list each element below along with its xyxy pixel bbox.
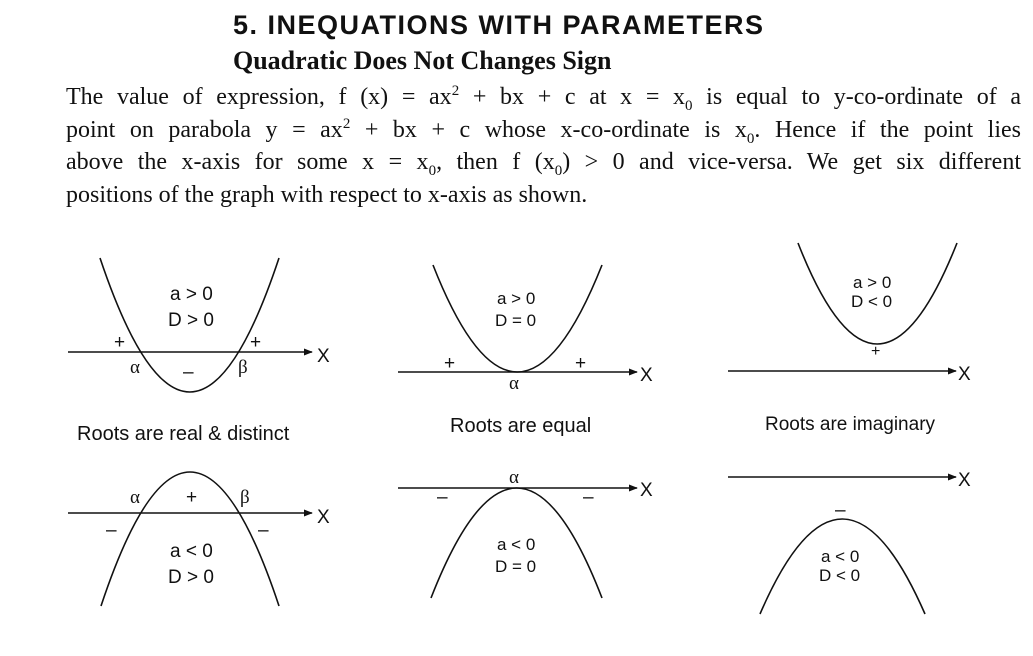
text-run: above the x-axis for some x = x — [66, 149, 429, 175]
text-run: , then f (x — [436, 149, 555, 175]
caption-imaginary: Roots are imaginary — [765, 414, 936, 435]
graph-upward-tangent — [398, 265, 653, 394]
root-alpha: α — [130, 357, 140, 378]
sign-label: + — [250, 332, 262, 353]
root-alpha: α — [509, 467, 519, 488]
sign-label: – — [835, 500, 846, 521]
root-beta: β — [238, 357, 248, 378]
sign-label: – — [258, 520, 269, 541]
subscript: 0 — [746, 130, 755, 147]
sign-label: + — [444, 353, 456, 374]
sign-label: + — [114, 332, 126, 353]
paragraph-line-4: positions of the graph with respect to x-axis as shown. — [66, 181, 588, 208]
superscript: 2 — [342, 115, 351, 132]
root-beta: β — [240, 487, 250, 508]
caption-equal: Roots are equal — [450, 415, 592, 437]
condition-a: a < 0 — [170, 541, 213, 562]
sign-label: + — [871, 343, 881, 360]
condition-a: a > 0 — [170, 284, 213, 305]
condition-a: a > 0 — [853, 273, 892, 292]
condition-discriminant: D > 0 — [168, 567, 214, 588]
condition-discriminant: D > 0 — [168, 310, 214, 331]
text-run: The value of expression, f (x) = ax — [66, 84, 452, 110]
condition-a: a < 0 — [821, 547, 860, 566]
caption-real-distinct: Roots are real & distinct — [77, 423, 290, 445]
x-axis-label: X — [958, 470, 971, 491]
condition-discriminant: D = 0 — [495, 557, 537, 576]
x-axis-label: X — [640, 365, 653, 386]
condition-a: a > 0 — [497, 289, 536, 308]
subscript: 0 — [428, 162, 437, 179]
condition-a: a < 0 — [497, 535, 536, 554]
section-subtitle: Quadratic Does Not Changes Sign — [233, 46, 612, 75]
graph-upward-two-roots — [68, 258, 330, 392]
sign-label: – — [437, 487, 448, 508]
text-run: + bx + c whose x-co-ordinate is x — [350, 116, 747, 143]
sign-label: + — [186, 487, 198, 508]
text-run: + bx + c at x = x — [459, 84, 686, 110]
root-alpha: α — [509, 373, 519, 394]
condition-discriminant: D < 0 — [819, 566, 861, 585]
superscript: 2 — [451, 83, 460, 99]
x-axis-label: X — [640, 480, 653, 501]
section-title: INEQUATIONS WITH PARAMETERS — [267, 10, 765, 40]
sign-label: + — [575, 353, 587, 374]
subscript: 0 — [554, 162, 563, 179]
x-axis-label: X — [317, 346, 330, 367]
text-run: point on parabola y = ax — [66, 116, 343, 143]
sign-label: – — [183, 362, 194, 383]
condition-discriminant: D = 0 — [495, 311, 537, 330]
sign-label: – — [106, 520, 117, 541]
graph-downward-two-roots — [68, 472, 330, 606]
text-run: ) > 0 and vice-versa. We get six different — [562, 149, 1021, 175]
condition-discriminant: D < 0 — [851, 292, 893, 311]
graph-upward-no-roots — [728, 243, 971, 385]
text-run: is equal to y-co-ordinate of a — [692, 84, 1022, 110]
root-alpha: α — [130, 487, 140, 508]
graph-downward-no-roots — [728, 470, 971, 614]
x-axis-label: X — [317, 507, 330, 528]
section-number: 5. — [233, 10, 259, 40]
sign-label: – — [583, 487, 594, 508]
x-axis-label: X — [958, 364, 971, 385]
subscript: 0 — [685, 97, 693, 114]
text-run: . Hence if the point lies — [754, 116, 1022, 143]
graph-downward-tangent — [398, 467, 653, 598]
